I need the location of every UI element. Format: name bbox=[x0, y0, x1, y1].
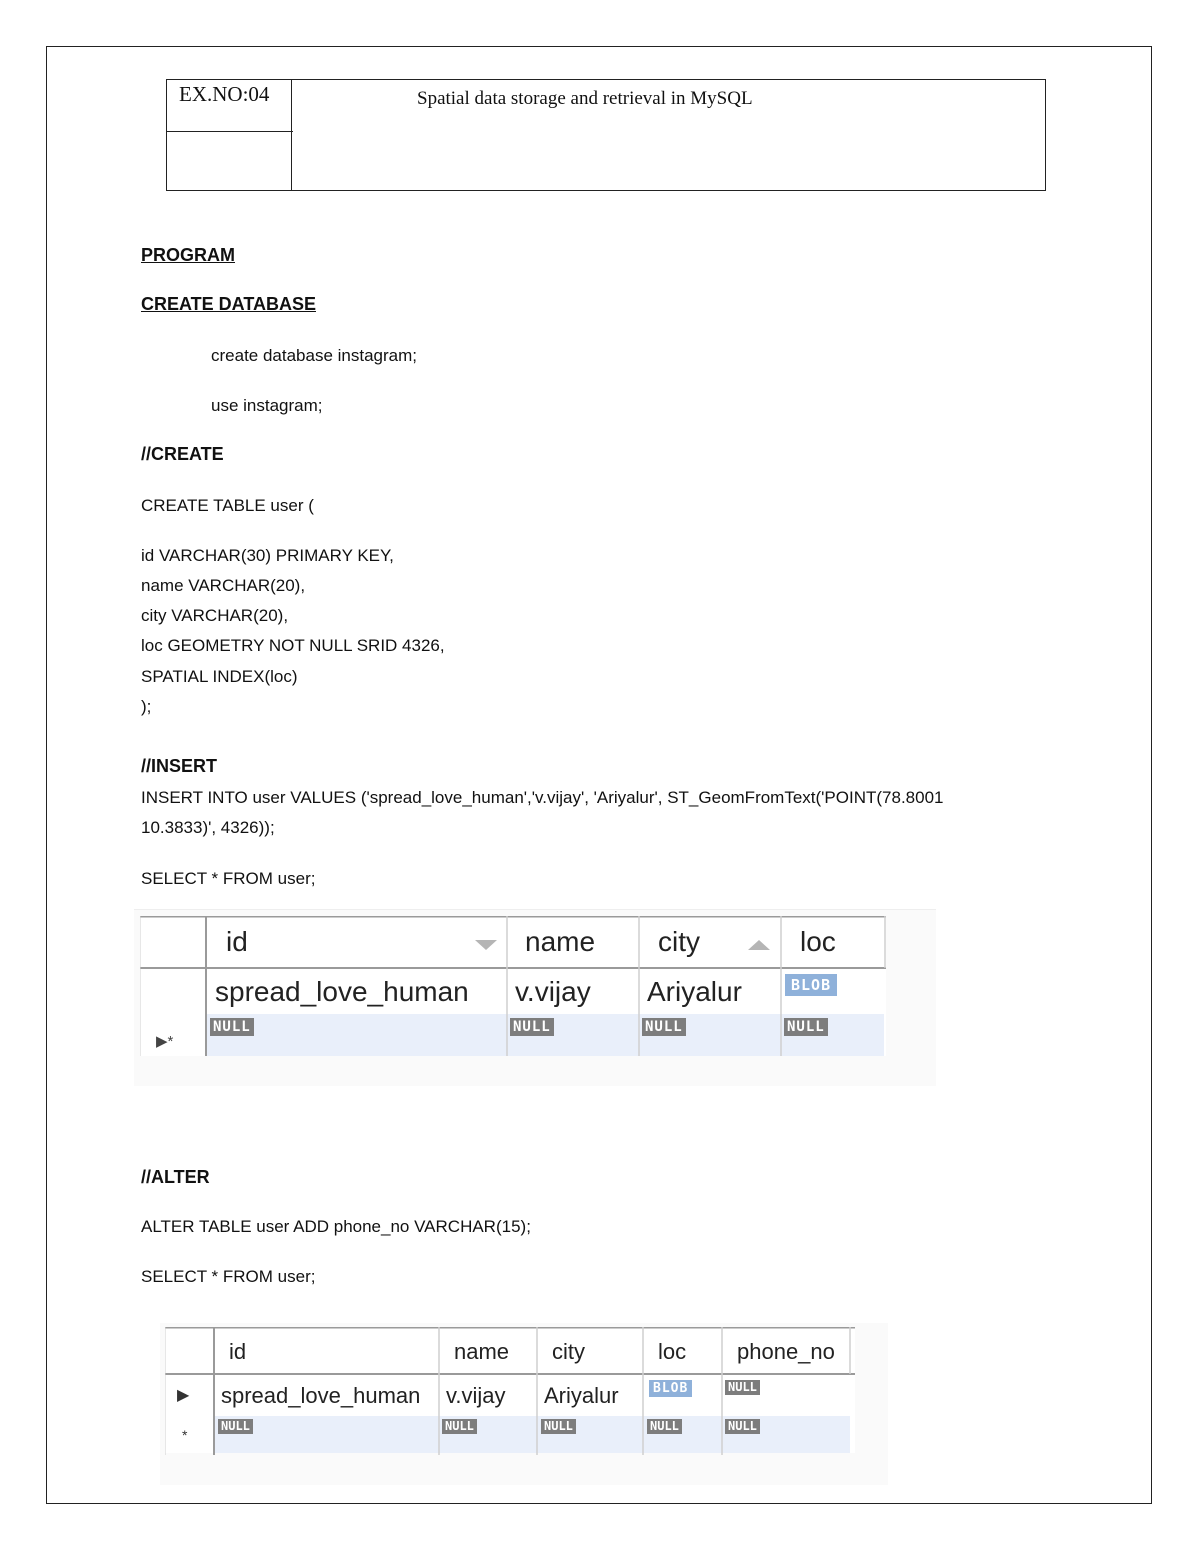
grid-2-cell-name[interactable]: v.vijay bbox=[446, 1383, 506, 1408]
result-grid-1 bbox=[134, 909, 936, 1086]
create-comment: //CREATE bbox=[141, 444, 224, 464]
header-divider-vertical bbox=[291, 80, 292, 190]
grid-2-header-phone-no[interactable]: phone_no bbox=[737, 1339, 835, 1364]
insert-line: INSERT INTO user VALUES ('spread_love_human','v.vijay', 'Ariyalur', ST_GeomFromText('POINT(78.8001 bbox=[141, 788, 944, 807]
grid-1-cell-name[interactable]: v.vijay bbox=[515, 976, 591, 1007]
grid-2-null-city[interactable]: NULL bbox=[541, 1419, 576, 1434]
create-table-line: loc GEOMETRY NOT NULL SRID 4326, bbox=[141, 636, 445, 655]
grid-1-null-id[interactable]: NULL bbox=[210, 1018, 254, 1036]
sort-descending-icon bbox=[475, 940, 497, 950]
grid-1-cell-loc-blob[interactable]: BLOB bbox=[785, 974, 837, 996]
create-table-line: ); bbox=[141, 697, 152, 716]
exercise-header-box bbox=[166, 79, 1046, 191]
grid-2-null-loc[interactable]: NULL bbox=[647, 1419, 682, 1434]
grid-1-cell-city[interactable]: Ariyalur bbox=[647, 976, 742, 1007]
select-statement: SELECT * FROM user; bbox=[141, 1267, 316, 1286]
use-statement: use instagram; bbox=[211, 396, 323, 415]
grid-1-header-city[interactable]: city bbox=[658, 926, 700, 957]
sort-ascending-icon bbox=[748, 940, 770, 950]
alter-comment: //ALTER bbox=[141, 1167, 210, 1187]
insert-line: 10.3833)', 4326)); bbox=[141, 818, 275, 837]
grid-2-header-city[interactable]: city bbox=[552, 1339, 585, 1364]
grid-2-cell-loc-blob[interactable]: BLOB bbox=[649, 1380, 692, 1397]
new-row-marker-icon: ▶* bbox=[156, 1033, 174, 1050]
alter-statement: ALTER TABLE user ADD phone_no VARCHAR(15); bbox=[141, 1217, 531, 1236]
grid-1-header-id[interactable]: id bbox=[226, 926, 248, 957]
grid-1-null-loc[interactable]: NULL bbox=[784, 1018, 828, 1036]
grid-1-cell-id[interactable]: spread_love_human bbox=[215, 976, 469, 1007]
grid-2-null-phone-no[interactable]: NULL bbox=[725, 1419, 760, 1434]
create-table-line: name VARCHAR(20), bbox=[141, 576, 306, 595]
result-grid-2 bbox=[160, 1323, 888, 1485]
grid-2-null-name[interactable]: NULL bbox=[442, 1419, 477, 1434]
grid-2-header-loc[interactable]: loc bbox=[658, 1339, 687, 1364]
exercise-title: Spatial data storage and retrieval in MySQL bbox=[417, 88, 753, 109]
grid-2-cell-phone-no-null[interactable]: NULL bbox=[725, 1380, 760, 1395]
select-statement: SELECT * FROM user; bbox=[141, 869, 316, 888]
header-divider-horizontal bbox=[167, 131, 293, 132]
grid-2-header-name[interactable]: name bbox=[454, 1339, 510, 1364]
grid-2-cell-city[interactable]: Ariyalur bbox=[544, 1383, 619, 1408]
exercise-number: EX.NO:04 bbox=[179, 82, 270, 106]
create-table-line: id VARCHAR(30) PRIMARY KEY, bbox=[141, 546, 394, 565]
grid-2-null-id[interactable]: NULL bbox=[218, 1419, 253, 1434]
program-heading: PROGRAM bbox=[141, 245, 235, 265]
new-row-marker-icon: * bbox=[182, 1427, 188, 1443]
create-table-line: SPATIAL INDEX(loc) bbox=[141, 667, 298, 686]
create-table-line: CREATE TABLE user ( bbox=[141, 496, 314, 515]
grid-1-null-name[interactable]: NULL bbox=[510, 1018, 554, 1036]
grid-2-header-id[interactable]: id bbox=[229, 1339, 247, 1364]
grid-2-cell-id[interactable]: spread_love_human bbox=[221, 1383, 421, 1408]
grid-1-header-name[interactable]: name bbox=[525, 926, 596, 957]
grid-1-header-loc[interactable]: loc bbox=[800, 926, 836, 957]
create-database-statement: create database instagram; bbox=[211, 346, 418, 365]
insert-comment: //INSERT bbox=[141, 756, 218, 776]
row-selector-icon: ▶ bbox=[177, 1387, 190, 1404]
grid-1-null-city[interactable]: NULL bbox=[642, 1018, 686, 1036]
create-database-heading: CREATE DATABASE bbox=[141, 294, 316, 314]
create-table-line: city VARCHAR(20), bbox=[141, 606, 289, 625]
